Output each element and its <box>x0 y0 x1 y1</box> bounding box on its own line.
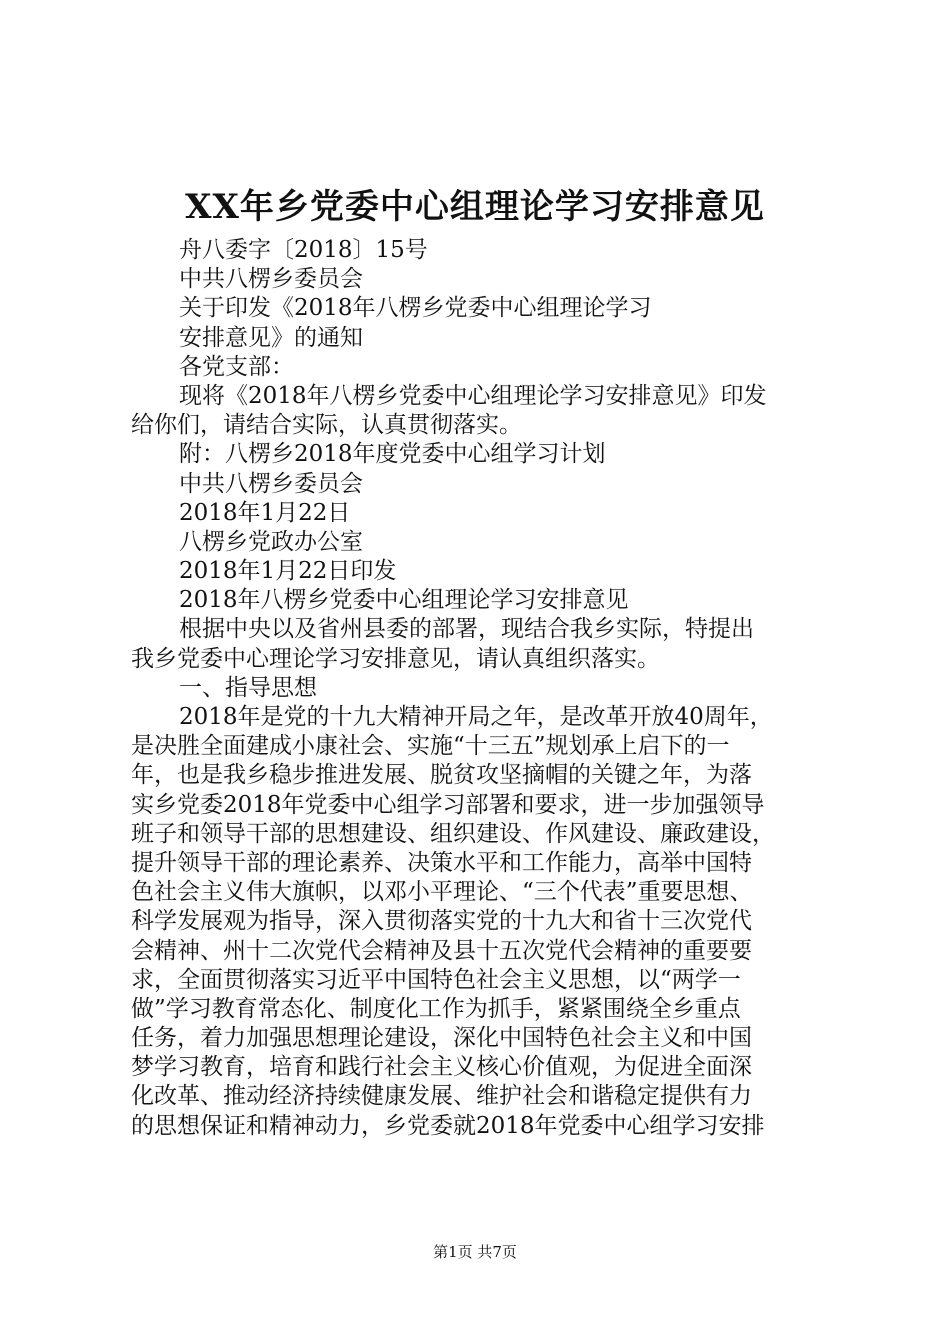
text-line: 求，全面贯彻落实习近平中国特色社会主义思想，以“两学一 <box>131 966 741 993</box>
text-line: 2018年八楞乡党委中心组理论学习安排意见 <box>179 587 629 614</box>
text-line: 中共八楞乡委员会 <box>179 266 363 293</box>
text-line: 2018年1月22日印发 <box>179 558 397 585</box>
text-line: 中共八楞乡委员会 <box>179 470 363 497</box>
text-line: 化改革、推动经济持续健康发展、维护社会和谐稳定提供有力 <box>131 1083 752 1110</box>
text-line: 关于印发《2018年八楞乡党委中心组理论学习 <box>179 295 652 322</box>
text-line: 色社会主义伟大旗帜，以邓小平理论、“三个代表”重要思想、 <box>131 879 753 906</box>
text-line: 任务，着力加强思想理论建设，深化中国特色社会主义和中国 <box>131 1025 752 1052</box>
text-line: 我乡党委中心理论学习安排意见，请认真组织落实。 <box>131 645 660 672</box>
page-footer: 第1页 共7页 <box>433 1243 517 1261</box>
text-line: 附：八楞乡2018年度党委中心组学习计划 <box>179 441 606 468</box>
text-line: 会精神、州十二次党代会精神及县十五次党代会精神的重要要 <box>131 937 752 964</box>
text-line: 的思想保证和精神动力，乡党委就2018年党委中心组学习安排 <box>131 1112 765 1139</box>
text-line: 提升领导干部的理论素养、决策水平和工作能力，高举中国特 <box>131 849 752 876</box>
document-title: XX年乡党委中心组理论学习安排意见 <box>185 187 765 227</box>
text-line: 舟八委字〔2018〕15号 <box>179 237 428 263</box>
text-line: 现将《2018年八楞乡党委中心组理论学习安排意见》印发 <box>179 382 767 409</box>
text-line: 做”学习教育常态化、制度化工作为抓手，紧紧围绕全乡重点 <box>131 995 741 1022</box>
text-line: 是决胜全面建成小康社会、实施“十三五”规划承上启下的一 <box>131 733 730 760</box>
text-line: 2018年1月22日 <box>179 499 351 526</box>
document-body <box>131 236 831 1141</box>
text-line: 八楞乡党政办公室 <box>179 528 363 555</box>
text-line: 班子和领导干部的思想建设、组织建设、作风建设、廉政建设， <box>131 820 775 847</box>
text-line: 2018年是党的十九大精神开局之年，是改革开放40周年， <box>179 704 773 730</box>
text-line: 一、指导思想 <box>179 674 317 701</box>
text-line: 科学发展观为指导，深入贯彻落实党的十九大和省十三次党代 <box>131 908 752 935</box>
text-line: 给你们，请结合实际，认真贯彻落实。 <box>131 412 522 439</box>
text-line: 实乡党委2018年党委中心组学习部署和要求，进一步加强领导 <box>131 791 765 818</box>
text-line: 梦学习教育，培育和践行社会主义核心价值观，为促进全面深 <box>131 1054 752 1081</box>
text-line: 根据中央以及省州县委的部署，现结合我乡实际，特提出 <box>179 616 754 643</box>
text-line: 年，也是我乡稳步推进发展、脱贫攻坚摘帽的关键之年，为落 <box>131 762 752 789</box>
text-line: 安排意见》的通知 <box>179 324 363 351</box>
text-line: 各党支部： <box>179 353 294 380</box>
